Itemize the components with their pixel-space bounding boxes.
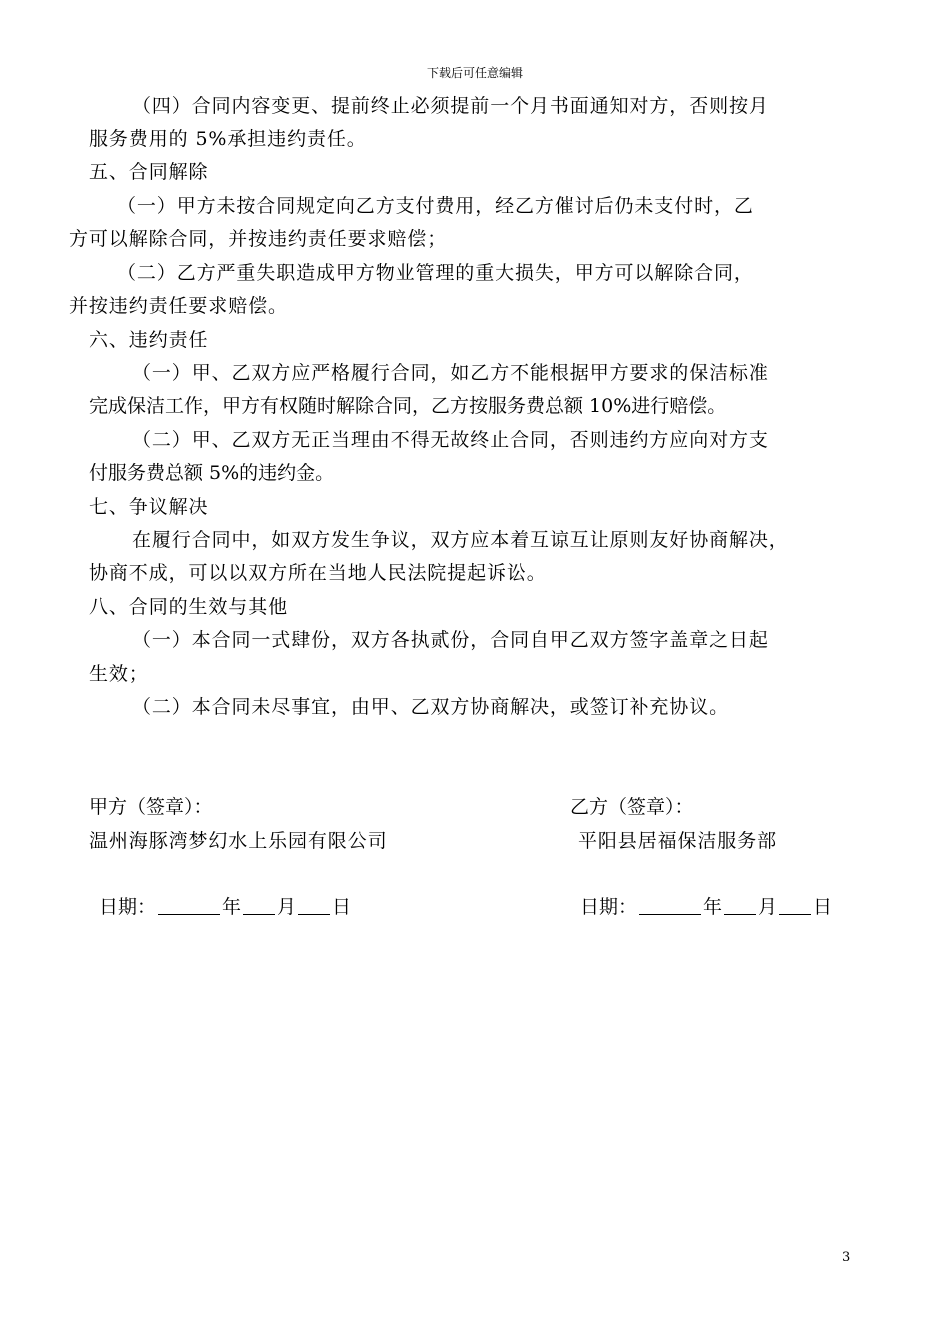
- page-number: 3: [842, 1250, 851, 1265]
- day-blank: [298, 896, 330, 915]
- page-header: 下载后可任意编辑: [426, 66, 523, 80]
- party-a-label: 甲方（签章）：: [89, 796, 213, 818]
- party-a-date: [99, 895, 351, 919]
- section-5-title: 五、合同解除: [89, 161, 209, 183]
- section-8-title: 八、合同的生效与其他: [89, 596, 289, 618]
- section-7-clause-line-2: 协商不成，可以以双方所在当地人民法院提起诉讼。: [89, 562, 547, 584]
- month-blank: [724, 896, 756, 915]
- section-8-clause-1-line-2: 生效；: [89, 663, 149, 685]
- year-label: 年: [222, 896, 242, 918]
- date-label: 日期：: [580, 896, 638, 918]
- section-7-clause-line-1: 在履行合同中，如双方发生争议，双方应本着互谅互让原则友好协商解决，: [132, 529, 789, 551]
- year-blank: [158, 896, 220, 915]
- section-8-clause-1-line-1: （一）本合同一式肆份，双方各执贰份，合同自甲乙双方签字盖章之日起: [132, 629, 769, 651]
- day-label: 日: [813, 896, 833, 918]
- month-label: 月: [277, 896, 297, 918]
- clause-4-line-1: （四）合同内容变更、提前终止必须提前一个月书面通知对方，否则按月: [132, 95, 769, 117]
- section-6-clause-1-line-2: 完成保洁工作，甲方有权随时解除合同，乙方按服务费总额 10%进行赔偿。: [89, 395, 727, 417]
- section-6-clause-2-line-2: 付服务费总额 5%的违约金。: [89, 462, 335, 484]
- section-5-clause-1-line-1: （一）甲方未按合同规定向乙方支付费用，经乙方催讨后仍未支付时，乙: [117, 195, 754, 217]
- section-5-clause-2-line-1: （二）乙方严重失职造成甲方物业管理的重大损失，甲方可以解除合同，: [117, 262, 754, 284]
- year-blank: [639, 896, 701, 915]
- clause-4-line-2: 服务费用的 5%承担违约责任。: [89, 128, 367, 150]
- section-6-title: 六、违约责任: [89, 329, 209, 351]
- year-label: 年: [703, 896, 723, 918]
- party-b-name: 平阳县居福保洁服务部: [578, 830, 778, 852]
- month-label: 月: [758, 896, 778, 918]
- section-8-clause-2-line-1: （二）本合同未尽事宜，由甲、乙双方协商解决，或签订补充协议。: [132, 696, 730, 718]
- party-b-label: 乙方（签章）：: [570, 796, 694, 818]
- day-label: 日: [332, 896, 352, 918]
- section-7-title: 七、争议解决: [89, 496, 209, 518]
- date-label: 日期：: [99, 896, 157, 918]
- section-6-clause-1-line-1: （一）甲、乙双方应严格履行合同，如乙方不能根据甲方要求的保洁标准: [132, 362, 769, 384]
- day-blank: [779, 896, 811, 915]
- section-5-clause-1-line-2: 方可以解除合同，并按违约责任要求赔偿；: [69, 228, 448, 250]
- section-6-clause-2-line-1: （二）甲、乙双方无正当理由不得无故终止合同，否则违约方应向对方支: [132, 429, 769, 451]
- month-blank: [243, 896, 275, 915]
- section-5-clause-2-line-2: 并按违约责任要求赔偿。: [69, 295, 288, 317]
- party-a-name: 温州海豚湾梦幻水上乐园有限公司: [89, 830, 388, 852]
- party-b-date: [580, 895, 832, 919]
